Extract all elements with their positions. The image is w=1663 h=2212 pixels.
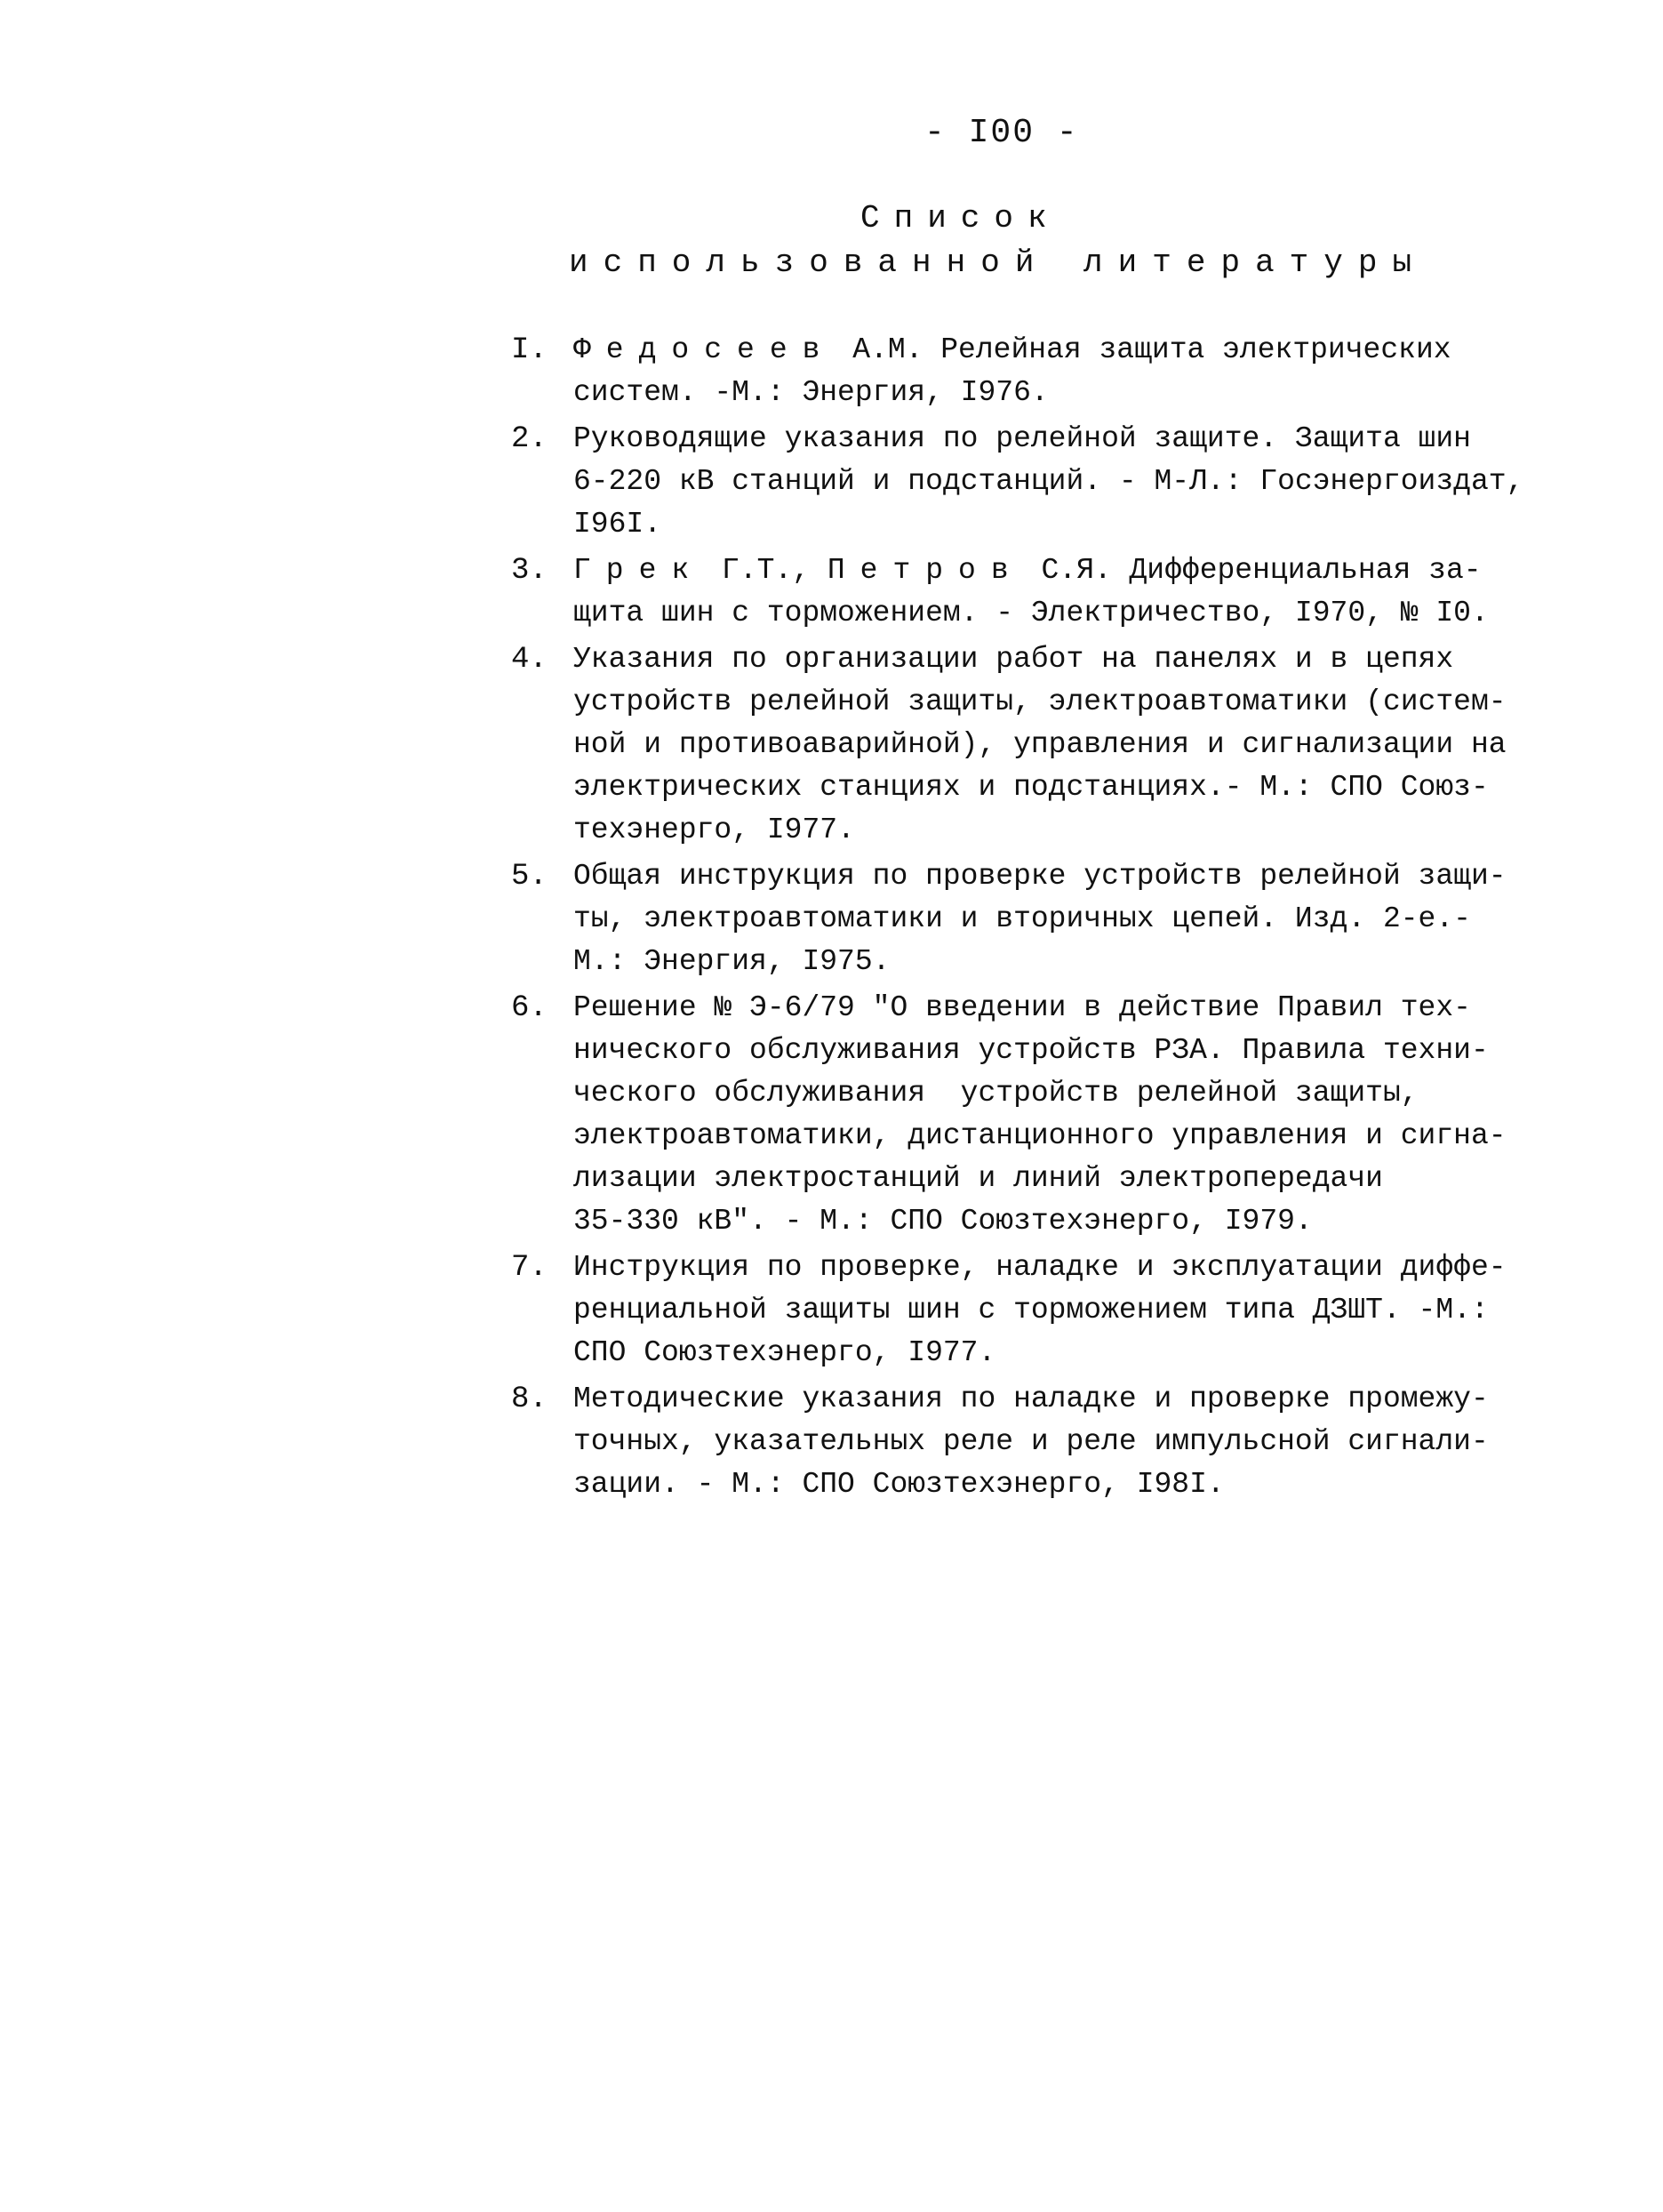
page-title: Список <box>860 200 1061 236</box>
reference-text: А.М. Релейная защита электрических <box>835 333 1451 366</box>
reference-item-1 <box>511 329 1533 414</box>
reference-number: 6. <box>511 991 548 1025</box>
author-surname: Грек <box>573 554 705 587</box>
reference-number: 4. <box>511 643 548 677</box>
reference-line: систем. -М.: Энергия, I976. <box>573 376 1049 409</box>
reference-list <box>511 329 1533 1510</box>
reference-number: 5. <box>511 860 548 894</box>
reference-line: точных, указательных реле и реле импульсной сигнали- <box>573 1425 1489 1458</box>
reference-line: 35-330 кВ". - М.: СПО Союзтехэнерго, I979. <box>573 1205 1313 1238</box>
reference-item-2 <box>511 418 1533 546</box>
reference-line: устройств релейной защиты, электроавтоматики (систем- <box>573 685 1507 718</box>
reference-line: щита шин с торможением. - Электричество, I970, № I0. <box>573 597 1489 629</box>
reference-line: ты, электроавтоматики и вторичных цепей. Изд. 2-е.- <box>573 902 1471 935</box>
reference-item-4 <box>511 638 1533 852</box>
reference-number: 8. <box>511 1382 548 1416</box>
reference-item-5 <box>511 855 1533 983</box>
reference-line: 6-220 кВ станций и подстанций. - М-Л.: Госэнергоиздат, <box>573 465 1524 498</box>
reference-line <box>573 549 1533 592</box>
reference-number: 3. <box>511 554 548 588</box>
reference-item-8 <box>511 1378 1533 1506</box>
reference-number: 2. <box>511 422 548 456</box>
reference-line: ренциальной защиты шин с торможением типа ДЗШТ. -М.: <box>573 1294 1489 1326</box>
reference-line <box>573 329 1533 372</box>
reference-line: I96I. <box>573 508 662 541</box>
reference-item-6 <box>511 987 1533 1243</box>
reference-line: СПО Союзтехэнерго, I977. <box>573 1336 996 1369</box>
reference-number: I. <box>511 333 548 367</box>
page-number: - I00 - <box>924 114 1079 152</box>
reference-line: Общая инструкция по проверке устройств релейной защи- <box>573 860 1507 893</box>
reference-line: Решение № Э-6/79 "О введении в действие Правил тех- <box>573 991 1471 1024</box>
reference-line: нического обслуживания устройств РЗА. Правила техни- <box>573 1034 1489 1067</box>
reference-line: электрических станциях и подстанциях.- М.: СПО Союз- <box>573 771 1489 804</box>
page-subtitle: использованной литературы <box>569 244 1427 281</box>
reference-text: Г.Т., <box>704 554 828 587</box>
reference-text: С.Я. Дифференциальная за- <box>1023 554 1482 587</box>
author-surname: Федосеев <box>573 333 835 366</box>
author-surname: Петров <box>827 554 1024 587</box>
reference-line: электроавтоматики, дистанционного управления и сигна- <box>573 1119 1507 1152</box>
reference-line: М.: Энергия, I975. <box>573 945 891 978</box>
reference-number: 7. <box>511 1251 548 1285</box>
reference-line: техэнерго, I977. <box>573 813 855 846</box>
reference-line: Методические указания по наладке и проверке промежу- <box>573 1382 1489 1415</box>
reference-line: Инструкция по проверке, наладке и эксплуатации диффе- <box>573 1251 1507 1284</box>
reference-line: ной и противоаварийной), управления и сигнализации на <box>573 728 1507 761</box>
reference-line: Руководящие указания по релейной защите. Защита шин <box>573 422 1471 455</box>
reference-line: Указания по организации работ на панелях и в цепях <box>573 643 1454 676</box>
reference-line: ческого обслуживания устройств релейной защиты, <box>573 1077 1419 1110</box>
reference-line: лизации электростанций и линий электропередачи <box>573 1162 1383 1195</box>
reference-line: зации. - М.: СПО Союзтехэнерго, I98I. <box>573 1468 1225 1501</box>
reference-item-3 <box>511 549 1533 635</box>
reference-item-7 <box>511 1246 1533 1374</box>
